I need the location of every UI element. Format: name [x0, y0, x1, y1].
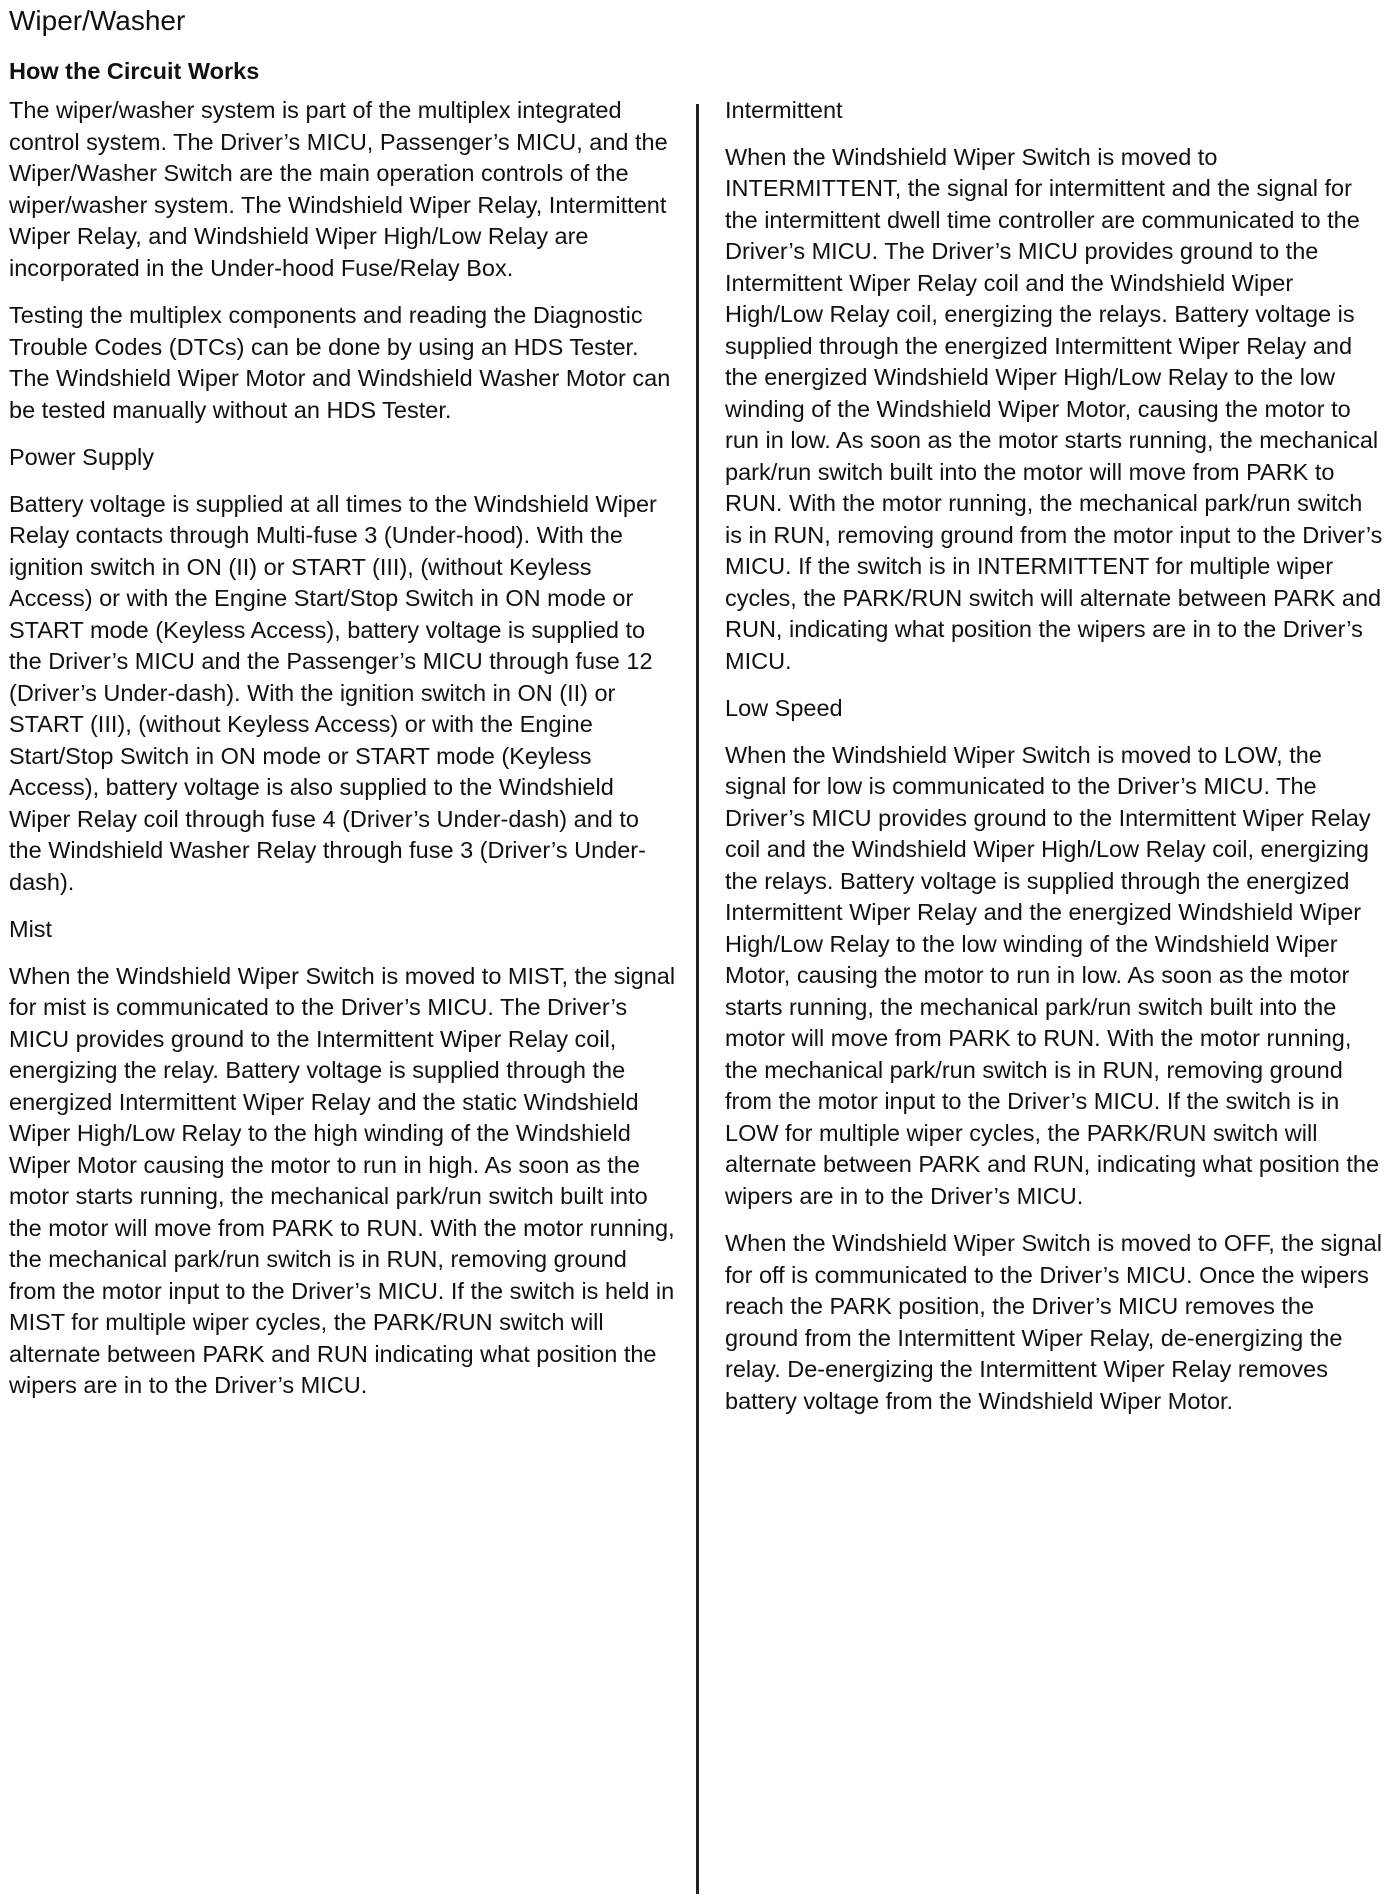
mist-heading: Mist [9, 916, 53, 942]
intermittent-paragraph: When the Windshield Wiper Switch is moved to INTERMITTENT, the signal for intermittent and the signal for the intermittent dwell time controller are communicated to the Driver’s MICU. The Driver’s MICU provides ground to the Intermittent Wiper Relay coil and the Windshield Wiper High/Low Relay coil, energizing the relays. Battery voltage is supplied through the energized Intermittent Wiper Relay and the energized Windshield Wiper High/Low Relay to the low winding of the Windshield Wiper Motor, causing the motor to run in low. As soon as the motor starts running, the mechanical park/run switch built into the motor will move from PARK to RUN. With the motor running, the mechanical park/run switch is in RUN, removing ground from the motor input to the Driver’s MICU. If the switch is in INTERMITTENT for multiple wiper cycles, the PARK/RUN switch will alternate between PARK and RUN, indicating what position the wipers are in to the Driver’s MICU. [725, 143, 1383, 674]
page-title: Wiper/Washer [9, 5, 186, 36]
intro-paragraph-2: Testing the multiplex components and reading the Diagnostic Trouble Codes (DTCs) can be done by using an HDS Tester. The Windshield Wiper Motor and Windshield Washer Motor can be tested manually without an HDS Tester. [9, 302, 671, 423]
power-supply-paragraph: Battery voltage is supplied at all times to the Windshield Wiper Relay contacts through Multi-fuse 3 (Under-hood). With the ignition switch in ON (II) or START (III), (without Keyless Access) or with the Engine Start/Stop Switch in ON mode or START mode (Keyless Access), battery voltage is supplied to the Driver’s MICU and the Passenger’s MICU through fuse 12 (Driver’s Under-dash). With the ignition switch in ON (II) or START (III), (without Keyless Access) or with the Engine Start/Stop Switch in ON mode or START mode (Keyless Access), battery voltage is also supplied to the Windshield Wiper Relay coil through fuse 4 (Driver’s Under-dash) and to the Windshield Washer Relay through fuse 3 (Driver’s Under-dash). [9, 490, 657, 895]
right-column [725, 95, 1385, 1433]
section-heading: How the Circuit Works [9, 58, 260, 84]
left-column [9, 95, 677, 1418]
mist-paragraph: When the Windshield Wiper Switch is moved to MIST, the signal for mist is communicated to the Driver’s MICU. The Driver’s MICU provides ground to the Intermittent Wiper Relay coil, energizing the relay. Battery voltage is supplied through the energized Intermittent Wiper Relay and the static Windshield Wiper High/Low Relay to the high winding of the Windshield Wiper Motor causing the motor to run in high. As soon as the motor starts running, the mechanical park/run switch built into the motor will move from PARK to RUN. With the motor running, the mechanical park/run switch is in RUN, removing ground from the motor input to the Driver’s MICU. If the switch is held in MIST for multiple wiper cycles, the PARK/RUN switch will alternate between PARK and RUN indicating what position the wipers are in to the Driver’s MICU. [9, 962, 676, 1398]
low-speed-heading: Low Speed [725, 695, 843, 721]
intermittent-heading: Intermittent [725, 97, 843, 123]
column-divider [696, 104, 699, 1894]
off-paragraph: When the Windshield Wiper Switch is moved to OFF, the signal for off is communicated to the Driver’s MICU. Once the wipers reach the PARK position, the Driver’s MICU removes the ground from the Intermittent Wiper Relay, de-energizing the relay. De-energizing the Intermittent Wiper Relay removes battery voltage from the Windshield Wiper Motor. [725, 1230, 1382, 1414]
power-supply-heading: Power Supply [9, 444, 154, 470]
intro-paragraph-1: The wiper/washer system is part of the multiplex integrated control system. The Driver’s MICU, Passenger’s MICU, and the Wiper/Washer Switch are the main operation controls of the wiper/washer system. The Windshield Wiper Relay, Intermittent Wiper Relay, and Windshield Wiper High/Low Relay are incorporated in the Under-hood Fuse/Relay Box. [9, 97, 668, 281]
low-speed-paragraph: When the Windshield Wiper Switch is moved to LOW, the signal for low is communicated to the Driver’s MICU. The Driver’s MICU provides ground to the Intermittent Wiper Relay coil and the Windshield Wiper High/Low Relay coil, energizing the relays. Battery voltage is supplied through the energized Intermittent Wiper Relay and the energized Windshield Wiper High/Low Relay to the low winding of the Windshield Wiper Motor, causing the motor to run in low. As soon as the motor starts running, the mechanical park/run switch built into the motor will move from PARK to RUN. With the motor running, the mechanical park/run switch is in RUN, removing ground from the motor input to the Driver’s MICU. If the switch is in LOW for multiple wiper cycles, the PARK/RUN switch will alternate between PARK and RUN, indicating what position the wipers are in to the Driver’s MICU. [725, 741, 1380, 1209]
